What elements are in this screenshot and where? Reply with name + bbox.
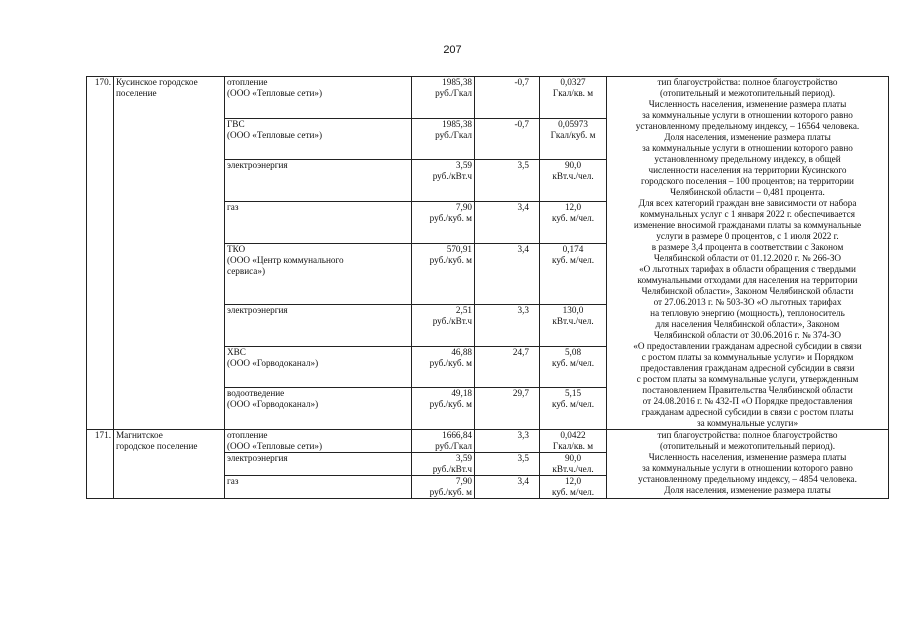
note-line: Челябинской области от 30.06.2016 г. № 374-ЗО — [653, 330, 842, 340]
norm-cell — [540, 243, 607, 305]
note-line: с ростом платы за коммунальные услуги, утвержденным — [636, 374, 859, 384]
service-name: ХВС — [227, 346, 246, 357]
norm-cell — [540, 201, 607, 243]
service-name: отопление — [227, 77, 268, 87]
index-value: 29,7 — [512, 388, 529, 399]
service-name: электроэнергия — [227, 305, 288, 316]
tariff-cell — [412, 476, 475, 499]
service-name-cell — [225, 160, 412, 202]
service-name: ГВС — [227, 118, 245, 129]
norm-value: 90,0 — [564, 160, 582, 171]
note-line: для населения Челябинской области», Законом — [655, 319, 840, 329]
norm-value: куб. м/чел. — [551, 212, 595, 223]
tariff-value: 7,90 — [455, 476, 472, 486]
tariff-value: руб./Гкал — [435, 129, 472, 140]
service-name: (ООО «Тепловые сети») — [227, 129, 323, 140]
service-name: электроэнергия — [227, 160, 288, 171]
norm-value: куб. м/чел. — [551, 399, 595, 410]
norm-value: 0,0422 — [560, 430, 586, 440]
service-name: сервиса») — [227, 265, 266, 276]
index-cell — [475, 388, 540, 430]
note-line: численности населения на территории Кусинского — [648, 165, 847, 175]
index-value: 3,5 — [517, 453, 529, 463]
index-value: 3,5 — [517, 160, 529, 171]
note-line: Челябинской области – 0,481 процента. — [670, 187, 825, 197]
note-line: тип благоустройства: полное благоустройство — [657, 430, 838, 440]
note-line: «О льготных тарифах в области обращения с твердыми — [639, 264, 856, 274]
norm-cell — [540, 430, 607, 453]
tariff-value: 1985,38 — [442, 118, 472, 129]
note-line: от 27.06.2013 г. № 503-ЗО «О льготных тарифах — [653, 297, 842, 307]
tariff-cell — [412, 453, 475, 476]
note-line: Численность населения, изменение размера платы — [648, 452, 847, 462]
service-name-cell — [225, 305, 412, 347]
norm-value: куб. м/чел. — [551, 487, 595, 497]
table-body — [87, 77, 889, 499]
note-line: Для всех категорий граждан вне зависимости от набора — [638, 198, 857, 208]
note-line: коммунальных услуг с 1 января 2022 г. обеспечивается — [640, 209, 855, 219]
norm-value: 130,0 — [562, 305, 584, 316]
service-name: (ООО «Горводоканал») — [227, 399, 319, 410]
norm-value: Гкал/кв. м — [552, 88, 594, 98]
municipality-name: Магнитское — [116, 430, 163, 440]
tariff-cell — [412, 77, 475, 119]
index-value: -0,7 — [514, 118, 529, 129]
index-value: 3,4 — [517, 243, 529, 254]
note-line: изменение вносимой гражданами платы за коммунальные — [633, 220, 862, 230]
note-line: установленному предельному индексу, в общей — [654, 154, 841, 164]
tariff-value: руб./куб. м — [429, 212, 472, 223]
norm-value: кВт.ч./чел. — [552, 171, 594, 182]
table-row — [87, 430, 889, 453]
norm-cell — [540, 77, 607, 119]
service-name: (ООО «Центр коммунального — [227, 254, 344, 265]
note-line: с ростом платы за коммунальные услуги» и Порядком — [641, 352, 854, 362]
norm-value: куб. м/чел. — [551, 254, 595, 265]
norm-cell — [540, 160, 607, 202]
service-name-cell — [225, 476, 412, 499]
municipality-name: поселение — [116, 88, 157, 98]
service-name: газ — [227, 476, 239, 486]
tariff-value: руб./куб. м — [429, 487, 472, 497]
norm-value: 12,0 — [564, 476, 582, 486]
index-cell — [475, 430, 540, 453]
notes-cell — [607, 430, 889, 499]
service-name: отопление — [227, 430, 268, 440]
note-line: коммунальными отходами для населения на территории — [637, 275, 858, 285]
index-cell — [475, 118, 540, 160]
norm-cell — [540, 346, 607, 388]
norm-cell — [540, 388, 607, 430]
service-name: электроэнергия — [227, 453, 288, 463]
norm-value: 90,0 — [564, 453, 582, 463]
index-value: 24,7 — [512, 346, 529, 357]
note-line: «О предоставлении гражданам адресной субсидии в связи — [633, 341, 862, 351]
note-line: в размере 3,4 процента в соответствии с Законом — [651, 242, 844, 252]
note-line: Доля населения, изменение размера платы — [664, 132, 831, 142]
tariff-cell — [412, 160, 475, 202]
index-value: 3,4 — [517, 201, 529, 212]
index-value: 3,3 — [517, 430, 529, 440]
service-name-cell — [225, 453, 412, 476]
note-line: предоставления гражданам адресной субсидии в связи — [640, 363, 855, 373]
index-cell — [475, 160, 540, 202]
tariff-cell — [412, 118, 475, 160]
note-line: (отопительный и межотопительный период). — [659, 441, 836, 451]
service-name: ТКО — [227, 243, 246, 254]
row-number: 171. — [94, 430, 111, 440]
norm-cell — [540, 305, 607, 347]
norm-value: 12,0 — [564, 201, 582, 212]
tariff-value: 3,59 — [455, 160, 472, 171]
page-number: 207 — [443, 44, 462, 56]
service-name-cell — [225, 430, 412, 453]
row-number-cell — [87, 77, 114, 430]
tariff-value: 570,91 — [446, 243, 472, 254]
norm-value: кВт.ч./чел. — [552, 316, 594, 327]
note-line: за коммунальные услуги» — [696, 418, 799, 428]
note-line: (отопительный и межотопительный период). — [659, 88, 836, 98]
index-cell — [475, 305, 540, 347]
municipality-name: Кусинское городское — [116, 77, 198, 87]
index-cell — [475, 201, 540, 243]
tariff-value: руб./куб. м — [429, 254, 472, 265]
table-row — [87, 77, 889, 119]
service-name-cell — [225, 243, 412, 305]
index-cell — [475, 346, 540, 388]
note-line: Доля населения, изменение размера платы — [664, 485, 831, 495]
index-cell — [475, 77, 540, 119]
row-number: 170. — [94, 77, 111, 87]
note-line: установленному предельному индексу, – 16564 человека. — [635, 121, 860, 131]
index-value: -0,7 — [514, 77, 529, 87]
municipality-cell — [114, 77, 225, 430]
tariff-value: руб./кВт.ч — [432, 316, 472, 327]
service-name: водоотведение — [227, 388, 285, 399]
norm-cell — [540, 476, 607, 499]
note-line: городского поселения – 100 процентов; на территории — [641, 176, 854, 186]
index-value: 3,4 — [517, 476, 529, 486]
municipality-name: городское поселение — [116, 441, 198, 451]
tariff-value: 46,88 — [451, 346, 472, 357]
tariff-cell — [412, 430, 475, 453]
tariff-cell — [412, 388, 475, 430]
norm-value: Гкал/кв. м — [552, 441, 594, 451]
tariff-cell — [412, 201, 475, 243]
tariff-value: руб./Гкал — [435, 441, 472, 451]
service-name-cell — [225, 388, 412, 430]
service-name-cell — [225, 118, 412, 160]
note-line: услуги в размере 0 процентов, с 1 июля 2022 г. — [656, 231, 839, 241]
norm-value: 5,15 — [564, 388, 582, 399]
note-line: за коммунальные услуги в отношении которого равно — [642, 110, 853, 120]
service-name: (ООО «Тепловые сети») — [227, 88, 323, 98]
note-line: за коммунальные услуги в отношении которого равно — [642, 143, 853, 153]
norm-value: 5,08 — [564, 346, 582, 357]
note-line: постановлением Правительства Челябинской области — [642, 385, 853, 395]
note-line: Челябинской области от 01.12.2020 г. № 266-ЗО — [653, 253, 842, 263]
tariff-value: руб./куб. м — [429, 399, 472, 410]
note-line: за коммунальные услуги в отношении которого равно — [642, 463, 853, 473]
norm-cell — [540, 453, 607, 476]
index-cell — [475, 243, 540, 305]
service-name-cell — [225, 346, 412, 388]
norm-value: 0,0327 — [560, 77, 586, 87]
tariff-value: 7,90 — [455, 201, 472, 212]
service-name-cell — [225, 201, 412, 243]
tariff-cell — [412, 346, 475, 388]
tariff-cell — [412, 305, 475, 347]
tariff-value: 49,18 — [451, 388, 472, 399]
tariff-cell — [412, 243, 475, 305]
note-line: Численность населения, изменение размера платы — [648, 99, 847, 109]
norm-value: куб. м/чел. — [551, 357, 595, 368]
tariff-value: руб./Гкал — [435, 88, 472, 98]
note-line: установленному предельному индексу, – 4854 человека. — [638, 474, 857, 484]
index-cell — [475, 453, 540, 476]
municipality-cell — [114, 430, 225, 499]
note-line: на тепловую энергию (мощность), теплоноситель — [650, 308, 845, 318]
service-name: газ — [227, 201, 239, 212]
norm-value: 0,174 — [562, 243, 584, 254]
norm-cell — [540, 118, 607, 160]
tariff-table — [86, 76, 889, 499]
tariff-value: 1666,84 — [442, 430, 472, 440]
tariff-value: 2,51 — [455, 305, 472, 316]
note-line: гражданам адресной субсидии в связи с ростом платы — [641, 407, 854, 417]
tariff-value: руб./куб. м — [429, 357, 472, 368]
tariff-value: 1985,38 — [442, 77, 472, 87]
service-name-cell — [225, 77, 412, 119]
index-value: 3,3 — [517, 305, 529, 316]
note-line: тип благоустройства: полное благоустройство — [657, 77, 838, 87]
row-number-cell — [87, 430, 114, 499]
note-line: Челябинской области», Законом Челябинской области — [641, 286, 854, 296]
norm-value: Гкал/куб. м — [550, 129, 596, 140]
norm-value: 0,05973 — [558, 118, 588, 129]
tariff-value: руб./кВт.ч — [432, 171, 472, 182]
service-name: (ООО «Тепловые сети») — [227, 441, 323, 451]
note-line: от 24.08.2016 г. № 432-П «О Порядке предоставления — [642, 396, 853, 406]
norm-value: кВт.ч./чел. — [552, 464, 594, 474]
tariff-value: руб./кВт.ч — [432, 464, 472, 474]
service-name: (ООО «Горводоканал») — [227, 357, 319, 368]
tariff-value: 3,59 — [455, 453, 472, 463]
index-cell — [475, 476, 540, 499]
notes-cell — [607, 77, 889, 430]
